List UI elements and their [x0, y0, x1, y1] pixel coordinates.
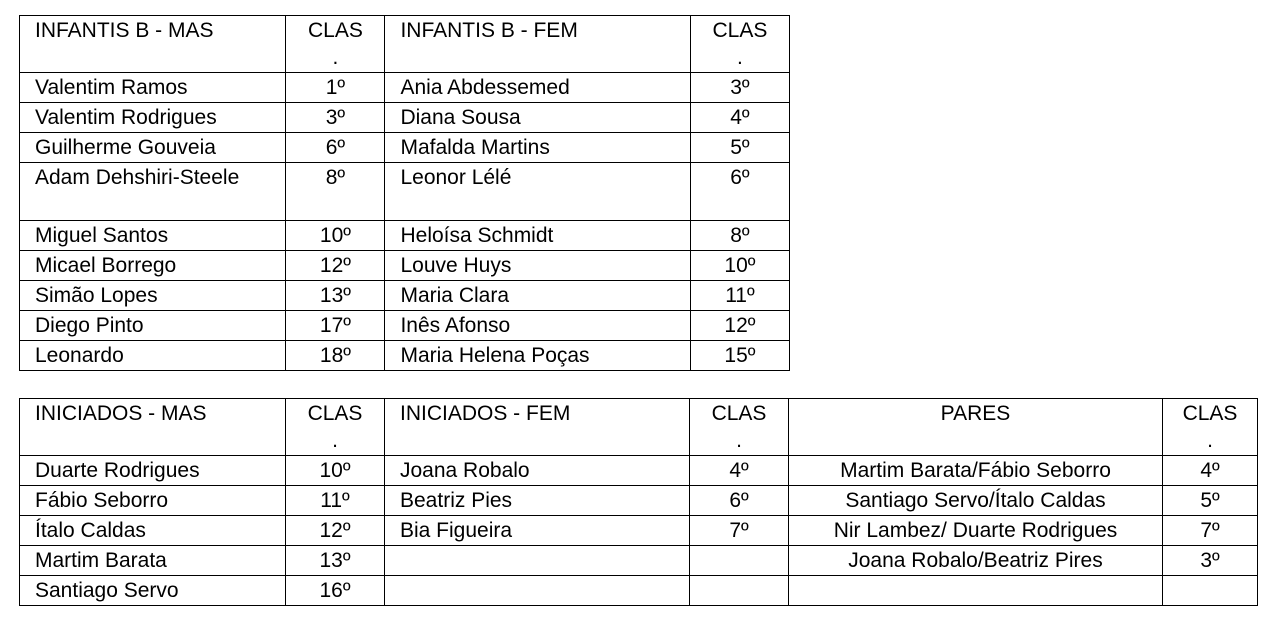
- table-row: [20, 456, 1258, 486]
- athlete-name-mas: Miguel Santos: [20, 221, 286, 251]
- athlete-name-fem: Leonor Lélé: [385, 163, 690, 221]
- athlete-name-fem: Mafalda Martins: [385, 133, 690, 163]
- athlete-rank: 8º: [286, 163, 385, 221]
- athlete-rank: 13º: [286, 281, 385, 311]
- athlete-name-fem: Joana Robalo: [385, 456, 690, 486]
- athlete-rank: 13º: [286, 546, 385, 576]
- athlete-name-fem: Maria Clara: [385, 281, 690, 311]
- athlete-name-fem: [385, 546, 690, 576]
- athlete-name-mas: Martim Barata: [20, 546, 286, 576]
- athlete-rank: 16º: [286, 576, 385, 606]
- athlete-rank: 15º: [690, 341, 789, 371]
- table-row: [20, 281, 790, 311]
- athlete-name-fem: Ania Abdessemed: [385, 73, 690, 103]
- athlete-rank: 1º: [286, 73, 385, 103]
- athlete-name-mas: Adam Dehshiri-Steele: [20, 163, 286, 221]
- athlete-name-mas: Leonardo: [20, 341, 286, 371]
- athlete-rank: 6º: [690, 163, 789, 221]
- athlete-name-fem: Beatriz Pies: [385, 486, 690, 516]
- athlete-name-fem: Heloísa Schmidt: [385, 221, 690, 251]
- athlete-rank: 3º: [286, 103, 385, 133]
- athlete-name-mas: Duarte Rodrigues: [20, 456, 286, 486]
- athlete-name-mas: Simão Lopes: [20, 281, 286, 311]
- athlete-rank: 18º: [286, 341, 385, 371]
- athlete-name-mas: Fábio Seborro: [20, 486, 286, 516]
- athlete-name-fem: [385, 576, 690, 606]
- athlete-rank: 11º: [690, 281, 789, 311]
- pair-rank: [1163, 576, 1258, 606]
- athlete-name-fem: Bia Figueira: [385, 516, 690, 546]
- table-row: [20, 341, 790, 371]
- header-clas: CLAS .: [286, 16, 385, 73]
- athlete-name-mas: Diego Pinto: [20, 311, 286, 341]
- pair-rank: 5º: [1163, 486, 1258, 516]
- athlete-rank: [690, 576, 789, 606]
- athlete-rank: 3º: [690, 73, 789, 103]
- table-header-row: [20, 16, 790, 73]
- athlete-rank: 10º: [286, 221, 385, 251]
- athlete-rank: [690, 546, 789, 576]
- athlete-rank: 4º: [690, 456, 789, 486]
- athlete-rank: 12º: [286, 516, 385, 546]
- table-header-row: [20, 399, 1258, 456]
- table-row: [20, 576, 1258, 606]
- athlete-rank: 8º: [690, 221, 789, 251]
- athlete-rank: 6º: [690, 486, 789, 516]
- table-row: [20, 133, 790, 163]
- pair-rank: 4º: [1163, 456, 1258, 486]
- athlete-name-fem: Louve Huys: [385, 251, 690, 281]
- athlete-name-fem: Diana Sousa: [385, 103, 690, 133]
- athlete-rank: 17º: [286, 311, 385, 341]
- table-row: [20, 311, 790, 341]
- pair-rank: 3º: [1163, 546, 1258, 576]
- athlete-rank: 10º: [286, 456, 385, 486]
- athlete-rank: 10º: [690, 251, 789, 281]
- table-row: [20, 103, 790, 133]
- athlete-name-mas: Santiago Servo: [20, 576, 286, 606]
- table-row: [20, 221, 790, 251]
- athlete-rank: 12º: [690, 311, 789, 341]
- header-iniciados-mas: INICIADOS - MAS: [20, 399, 286, 456]
- pair-names: Nir Lambez/ Duarte Rodrigues: [789, 516, 1163, 546]
- athlete-rank: 12º: [286, 251, 385, 281]
- header-pares: PARES: [789, 399, 1163, 456]
- athlete-name-mas: Valentim Ramos: [20, 73, 286, 103]
- header-clas: CLAS .: [690, 399, 789, 456]
- athlete-name-mas: Valentim Rodrigues: [20, 103, 286, 133]
- header-clas: CLAS .: [1163, 399, 1258, 456]
- athlete-name-mas: Micael Borrego: [20, 251, 286, 281]
- header-clas: CLAS .: [690, 16, 789, 73]
- athlete-name-fem: Maria Helena Poças: [385, 341, 690, 371]
- athlete-rank: 4º: [690, 103, 789, 133]
- athlete-rank: 6º: [286, 133, 385, 163]
- athlete-name-fem: Inês Afonso: [385, 311, 690, 341]
- iniciados-results-table: [19, 398, 1258, 606]
- table-row: [20, 163, 790, 221]
- header-clas: CLAS .: [286, 399, 385, 456]
- pair-names: Joana Robalo/Beatriz Pires: [789, 546, 1163, 576]
- table-row: [20, 516, 1258, 546]
- table-row: [20, 73, 790, 103]
- header-infantis-b-mas: INFANTIS B - MAS: [20, 16, 286, 73]
- table-row: [20, 486, 1258, 516]
- table-row: [20, 251, 790, 281]
- athlete-rank: 5º: [690, 133, 789, 163]
- athlete-rank: 11º: [286, 486, 385, 516]
- athlete-name-mas: Ítalo Caldas: [20, 516, 286, 546]
- pair-rank: 7º: [1163, 516, 1258, 546]
- header-iniciados-fem: INICIADOS - FEM: [385, 399, 690, 456]
- athlete-name-mas: Guilherme Gouveia: [20, 133, 286, 163]
- infantis-b-results-table: [19, 15, 790, 371]
- pair-names: [789, 576, 1163, 606]
- pair-names: Martim Barata/Fábio Seborro: [789, 456, 1163, 486]
- pair-names: Santiago Servo/Ítalo Caldas: [789, 486, 1163, 516]
- athlete-rank: 7º: [690, 516, 789, 546]
- table-row: [20, 546, 1258, 576]
- header-infantis-b-fem: INFANTIS B - FEM: [385, 16, 690, 73]
